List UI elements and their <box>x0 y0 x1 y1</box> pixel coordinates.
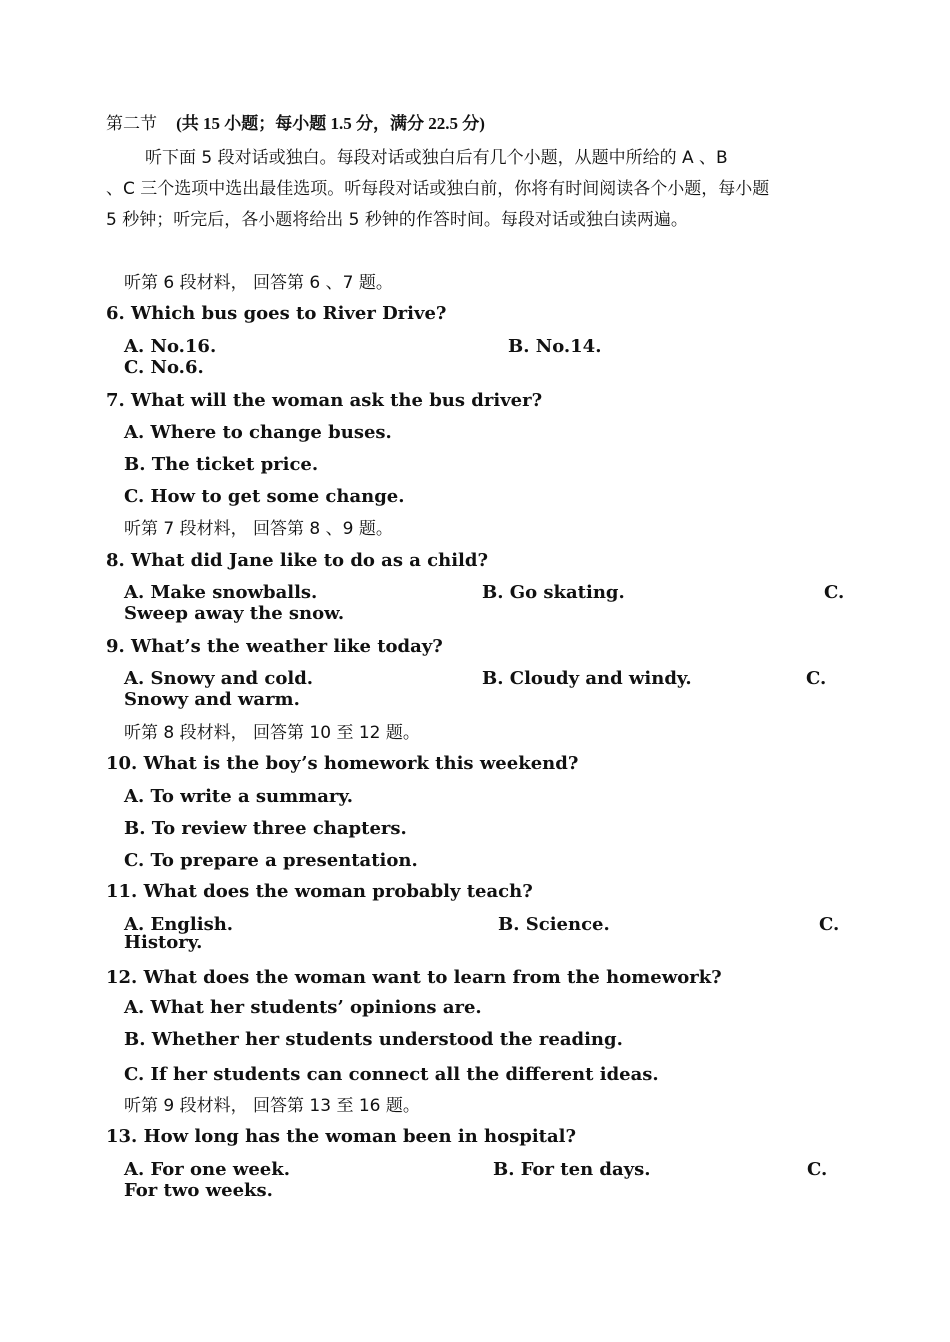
q9-option-a: A. Snowy and cold. <box>124 668 314 689</box>
q9-option-c-text: Snowy and warm. <box>124 689 300 710</box>
question-7: 7. What will the woman ask the bus driver? <box>106 390 543 411</box>
q8-option-c-text: Sweep away the snow. <box>124 603 345 624</box>
q11-option-c-label: C. <box>819 914 840 935</box>
q9-option-b: B. Cloudy and windy. <box>482 668 692 689</box>
q10-option-c: C. To prepare a presentation. <box>124 850 418 871</box>
instructions-line-3: 5 秒钟；听完后，各小题将给出 5 秒钟的作答时间。每段对话或独白读两遍。 <box>106 210 688 230</box>
question-11: 11. What does the woman probably teach? <box>106 881 533 902</box>
q13-option-a: A. For one week. <box>124 1159 290 1180</box>
segment-6-heading: 听第 6 段材料， 回答第 6 、7 题。 <box>124 273 393 293</box>
q6-option-c: C. No.6. <box>124 357 204 378</box>
q11-option-c-text: History. <box>124 932 203 953</box>
segment-7-heading: 听第 7 段材料， 回答第 8 、9 题。 <box>124 519 393 539</box>
q10-option-b: B. To review three chapters. <box>124 818 407 839</box>
q10-option-a: A. To write a summary. <box>124 786 353 807</box>
section-score: (共 15 小题；每小题 1.5 分，满分 22.5 分) <box>176 114 485 133</box>
q8-option-b: B. Go skating. <box>482 582 625 603</box>
q8-option-c-label: C. <box>824 582 845 603</box>
q6-option-a: A. No.16. <box>124 336 217 357</box>
question-10: 10. What is the boy’s homework this weekend? <box>106 753 579 774</box>
q6-option-b: B. No.14. <box>508 336 602 357</box>
question-6: 6. Which bus goes to River Drive? <box>106 303 447 324</box>
section-heading <box>106 113 485 135</box>
q13-option-b: B. For ten days. <box>493 1159 651 1180</box>
q7-option-b: B. The ticket price. <box>124 454 319 475</box>
q11-option-a: A. English. <box>124 914 234 935</box>
q7-option-c: C. How to get some change. <box>124 486 405 507</box>
q11-option-b: B. Science. <box>498 914 610 935</box>
q12-option-b: B. Whether her students understood the reading. <box>124 1029 623 1050</box>
q13-option-c-label: C. <box>807 1159 828 1180</box>
q13-option-c-text: For two weeks. <box>124 1180 273 1201</box>
question-12: 12. What does the woman want to learn from the homework? <box>106 967 722 988</box>
q9-option-c-label: C. <box>806 668 827 689</box>
segment-8-heading: 听第 8 段材料， 回答第 10 至 12 题。 <box>124 723 420 743</box>
q8-option-a: A. Make snowballs. <box>124 582 318 603</box>
q12-option-a: A. What her students’ opinions are. <box>124 997 482 1018</box>
q12-option-c: C. If her students can connect all the different ideas. <box>124 1064 659 1085</box>
question-8: 8. What did Jane like to do as a child? <box>106 550 489 571</box>
section-title: 第二节 <box>106 114 157 134</box>
instructions-line-2: 、C 三个选项中选出最佳选项。听每段对话或独白前，你将有时间阅读各个小题，每小题 <box>106 179 770 199</box>
question-13: 13. How long has the woman been in hospital? <box>106 1126 577 1147</box>
instructions-line-1: 听下面 5 段对话或独白。每段对话或独白后有几个小题，从题中所给的 A 、B <box>145 148 728 168</box>
question-9: 9. What’s the weather like today? <box>106 636 443 657</box>
segment-9-heading: 听第 9 段材料， 回答第 13 至 16 题。 <box>124 1096 420 1116</box>
q7-option-a: A. Where to change buses. <box>124 422 392 443</box>
